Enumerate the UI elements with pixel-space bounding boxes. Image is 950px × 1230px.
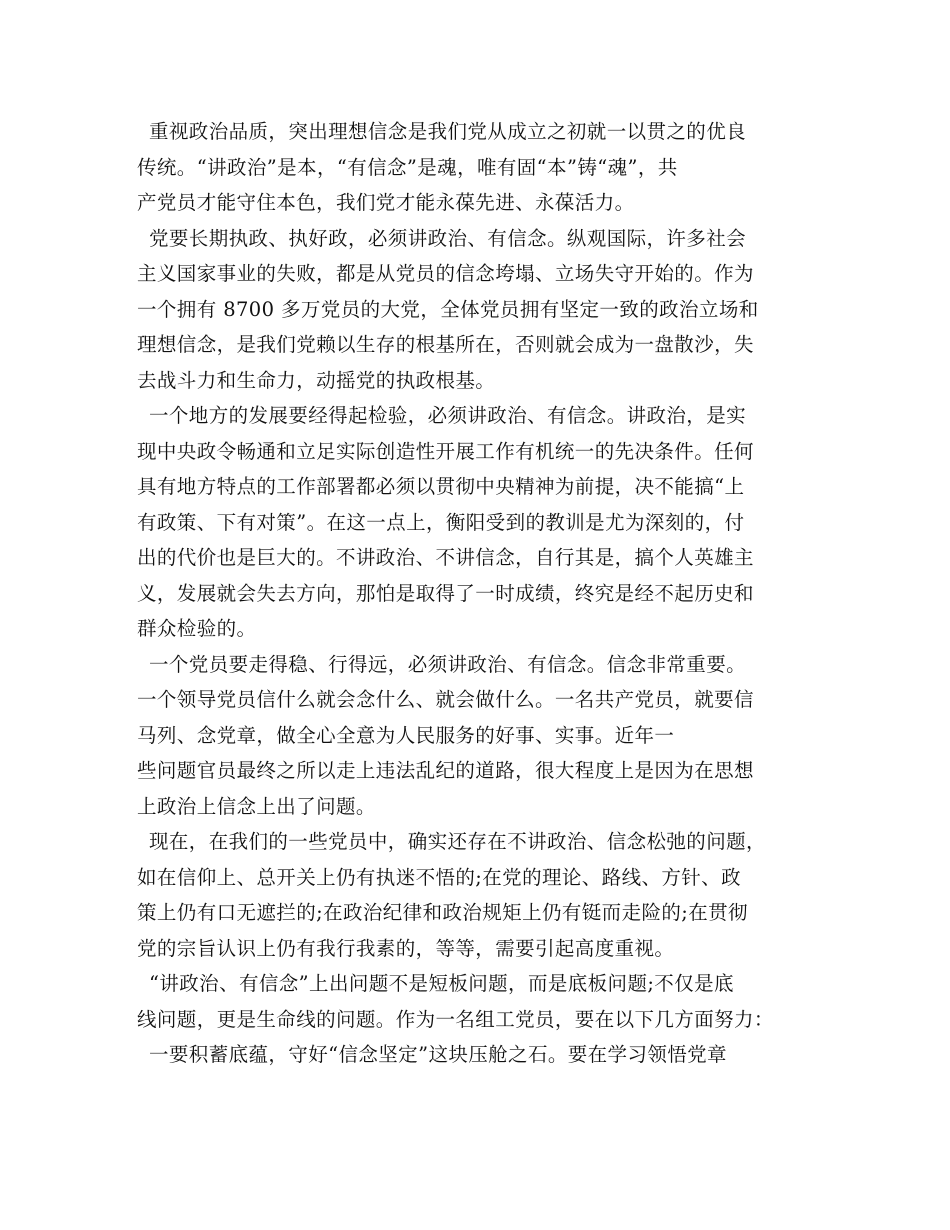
text-line: “讲政治、有信念”上出问题不是短板问题，而是底板问题;不仅是底	[149, 972, 734, 995]
text-line: 群众检验的。	[137, 617, 257, 640]
text-line: 些问题官员最终之所以走上违法乱纪的道路，很大程度上是因为在思想	[137, 759, 754, 782]
text-line: 线问题，更是生命线的问题。作为一名组工党员，要在以下几方面努力：	[137, 1007, 774, 1031]
text-line: 如在信仰上、总开关上仍有执迷不悟的;在党的理论、路线、方针、政	[137, 865, 741, 889]
text-line: 现在，在我们的一些党员中，确实还存在不讲政治、信念松弛的问题，	[149, 830, 766, 853]
text-line: 去战斗力和生命力，动摇党的执政根基。	[137, 368, 496, 392]
text-line: 产党员才能守住本色，我们党才能永葆先进、永葆活力。	[137, 191, 635, 214]
text-line: 马列、念党章，做全心全意为人民服务的好事、实事。近年一	[137, 723, 675, 747]
text-line: 党的宗旨认识上仍有我行我素的，等等，需要引起高度重视。	[137, 936, 675, 960]
text-line: 理想信念，是我们党赖以生存的根基所在，否则就会成为一盘散沙，失	[137, 333, 754, 356]
text-line: 一个党员要走得稳、行得远，必须讲政治、有信念。信念非常重要。	[149, 652, 747, 676]
text-line: 主义国家事业的失败，都是从党员的信念垮塌、立场失守开始的。作为	[137, 262, 754, 285]
text-line: 出的代价也是巨大的。不讲政治、不讲信念，自行其是，搞个人英雄主	[137, 546, 754, 569]
text-line: 一个拥有 8700 多万党员的大党，全体党员拥有坚定一致的政治立场和	[137, 297, 759, 321]
text-line: 策上仍有口无遮拦的;在政治纪律和政治规矩上仍有铤而走险的;在贯彻	[137, 901, 748, 924]
text-line: 一个地方的发展要经得起检验，必须讲政治、有信念。讲政治，是实	[149, 404, 747, 427]
text-line: 党要长期执政、执好政，必须讲政治、有信念。纵观国际，许多社会	[149, 226, 747, 250]
text-line: 一要积蓄底蕴，守好“信念坚定”这块压舱之石。要在学习领悟党章	[149, 1043, 727, 1066]
text-line: 上政治上信念上出了问题。	[137, 794, 376, 818]
text-line: 一个领导党员信什么就会念什么、就会做什么。一名共产党员，就要信	[137, 688, 754, 711]
text-line: 义，发展就会失去方向，那怕是取得了一时成绩，终究是经不起历史和	[137, 581, 754, 605]
text-line: 有政策、下有对策”。在这一点上，衡阳受到的教训是尤为深刻的，付	[137, 510, 745, 534]
text-line: 传统。“讲政治”是本，“有信念”是魂，唯有固“本”铸“魂”，共	[137, 155, 678, 179]
text-line: 现中央政令畅通和立足实际创造性开展工作有机统一的先决条件。任何	[137, 439, 754, 463]
document-body	[137, 114, 822, 1073]
text-line: 具有地方特点的工作部署都必须以贯彻中央精神为前提，决不能搞“上	[137, 475, 745, 498]
text-line: 重视政治品质，突出理想信念是我们党从成立之初就一以贯之的优良	[149, 120, 747, 143]
